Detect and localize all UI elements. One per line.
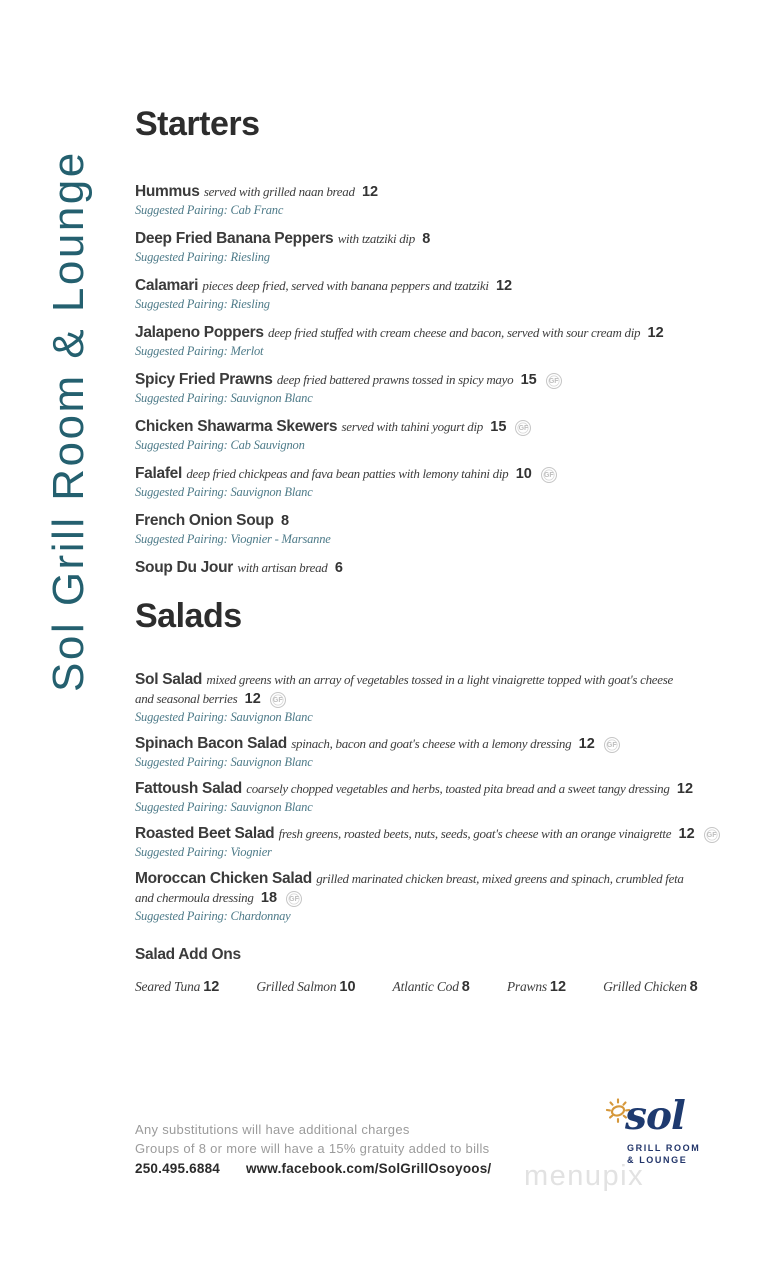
- menu-item-calamari: [135, 276, 717, 313]
- add-on-atlantic-cod: [393, 978, 470, 996]
- gluten-free-badge: GF: [270, 692, 286, 708]
- item-price: 8: [281, 513, 290, 529]
- phone-number: 250.495.6884: [135, 1161, 220, 1176]
- item-price: 15: [490, 419, 507, 435]
- item-pairing: Suggested Pairing: Riesling: [135, 250, 270, 264]
- menu-item-banana-peppers: [135, 229, 717, 266]
- item-name: Hummus: [135, 183, 200, 200]
- item-price: 12: [676, 781, 694, 797]
- item-description: pieces deep fried, served with banana peppers and tzatziki: [202, 278, 489, 293]
- item-price: 15: [520, 372, 537, 388]
- item-price: 12: [647, 325, 664, 341]
- menu-item-spinach-bacon-salad: [135, 734, 717, 771]
- item-price: 18: [260, 890, 278, 906]
- salad-add-ons-row: [135, 978, 717, 996]
- gluten-free-badge: GF: [546, 373, 562, 389]
- menu-item-soup-du-jour: [135, 558, 717, 578]
- gluten-free-badge: GF: [515, 420, 531, 436]
- gluten-free-badge: GF: [541, 467, 557, 483]
- add-on-price: 10: [339, 979, 356, 995]
- item-description-line2: and chermoula dressing: [135, 890, 254, 905]
- item-price: 12: [495, 278, 513, 294]
- logo-wordmark: sol: [625, 1093, 685, 1139]
- add-on-name: Seared Tuna: [135, 979, 201, 994]
- item-description-line2: and seasonal berries: [135, 691, 238, 706]
- add-on-name: Grilled Chicken: [603, 979, 687, 994]
- item-price: 12: [244, 691, 261, 707]
- item-name: Calamari: [135, 277, 199, 294]
- item-description: with tzatziki dip: [337, 231, 415, 246]
- vertical-brand-title: Sol Grill Room & Lounge: [44, 150, 93, 692]
- add-on-price: 12: [203, 979, 220, 995]
- menu-item-fattoush-salad: [135, 779, 717, 816]
- item-name: Deep Fried Banana Peppers: [135, 230, 334, 247]
- item-pairing: Suggested Pairing: Riesling: [135, 297, 270, 311]
- add-on-prawns: [507, 978, 566, 996]
- menu-item-spicy-fried-prawns: [135, 370, 717, 407]
- menupix-watermark: menupix: [524, 1160, 645, 1192]
- menu-item-jalapeno-poppers: [135, 323, 717, 360]
- item-description: grilled marinated chicken breast, mixed greens and spinach, crumbled feta: [316, 871, 684, 886]
- add-on-price: 8: [689, 979, 698, 995]
- starters-section: [135, 182, 717, 578]
- menu-item-moroccan-chicken-salad: [135, 869, 717, 925]
- menu-content: [135, 0, 717, 996]
- item-description: deep fried stuffed with cream cheese and bacon, served with sour cream dip: [268, 325, 641, 340]
- item-name: Sol Salad: [135, 671, 203, 688]
- add-on-name: Prawns: [506, 979, 547, 994]
- item-description: served with grilled naan bread: [203, 184, 355, 199]
- item-description: with artisan bread: [237, 560, 328, 575]
- menu-item-french-onion-soup: [135, 511, 717, 548]
- item-pairing: Suggested Pairing: Sauvignon Blanc: [135, 800, 313, 814]
- item-description: fresh greens, roasted beets, nuts, seeds, goat's cheese with an orange vinaigrette: [278, 826, 672, 841]
- gluten-free-badge: GF: [286, 891, 302, 907]
- gluten-free-badge: GF: [604, 737, 620, 753]
- item-name: Chicken Shawarma Skewers: [135, 418, 338, 435]
- item-pairing: Suggested Pairing: Chardonnay: [135, 909, 291, 923]
- footer-note-substitutions: Any substitutions will have additional charges: [135, 1122, 410, 1137]
- menu-item-hummus: [135, 182, 717, 219]
- item-name: French Onion Soup: [135, 512, 274, 529]
- add-on-seared-tuna: [135, 978, 219, 996]
- add-on-name: Atlantic Cod: [392, 979, 459, 994]
- section-title-salads: Salads: [135, 597, 242, 635]
- item-name: Spicy Fried Prawns: [135, 371, 273, 388]
- item-price: 12: [361, 184, 379, 200]
- item-name: Roasted Beet Salad: [135, 825, 275, 842]
- item-pairing: Suggested Pairing: Sauvignon Blanc: [135, 710, 313, 724]
- item-price: 12: [678, 826, 695, 842]
- section-title-starters: Starters: [135, 105, 260, 143]
- item-price: 12: [578, 736, 595, 752]
- item-name: Soup Du Jour: [135, 559, 234, 576]
- item-pairing: Suggested Pairing: Sauvignon Blanc: [135, 391, 313, 405]
- add-on-price: 12: [549, 979, 567, 995]
- item-price: 8: [422, 231, 431, 247]
- item-name: Falafel: [135, 465, 183, 482]
- item-pairing: Suggested Pairing: Cab Franc: [135, 203, 284, 217]
- add-on-grilled-salmon: [256, 978, 355, 996]
- item-description: deep fried chickpeas and fava bean patties with lemony tahini dip: [186, 466, 509, 481]
- item-pairing: Suggested Pairing: Cab Sauvignon: [135, 438, 305, 452]
- footer-note-gratuity: Groups of 8 or more will have a 15% gratuity added to bills: [135, 1141, 490, 1156]
- menu-item-roasted-beet-salad: [135, 824, 717, 861]
- item-price: 10: [515, 466, 532, 482]
- item-description: coarsely chopped vegetables and herbs, toasted pita bread and a sweet tangy dressing: [246, 781, 670, 796]
- menu-item-sol-salad: [135, 670, 717, 726]
- gluten-free-badge: GF: [704, 827, 720, 843]
- add-on-price: 8: [461, 979, 470, 995]
- item-description: spinach, bacon and goat's cheese with a lemony dressing: [291, 736, 572, 751]
- add-on-grilled-chicken: [603, 978, 698, 996]
- item-pairing: Suggested Pairing: Sauvignon Blanc: [135, 755, 313, 769]
- item-price: 6: [334, 560, 343, 576]
- item-name: Spinach Bacon Salad: [135, 735, 287, 752]
- menu-item-falafel: [135, 464, 717, 501]
- item-pairing: Suggested Pairing: Merlot: [135, 344, 264, 358]
- item-pairing: Suggested Pairing: Viognier: [135, 845, 272, 859]
- item-name: Fattoush Salad: [135, 780, 242, 797]
- item-description: deep fried battered prawns tossed in spicy mayo: [276, 372, 514, 387]
- item-pairing: Suggested Pairing: Viognier - Marsanne: [135, 532, 331, 546]
- menu-item-chicken-shawarma-skewers: [135, 417, 717, 454]
- item-description: mixed greens with an array of vegetables tossed in a light vinaigrette topped with goat's cheese: [206, 672, 673, 687]
- add-on-name: Grilled Salmon: [256, 979, 337, 994]
- logo-subtitle-line2: & LOUNGE: [627, 1154, 688, 1165]
- facebook-url: www.facebook.com/SolGrillOsoyoos/: [245, 1161, 492, 1176]
- item-pairing: Suggested Pairing: Sauvignon Blanc: [135, 485, 313, 499]
- salad-add-ons-title: Salad Add Ons: [135, 946, 241, 963]
- item-name: Jalapeno Poppers: [135, 324, 264, 341]
- logo-subtitle-line1: GRILL ROOM: [627, 1143, 701, 1153]
- footer: [135, 1120, 491, 1176]
- salads-section: [135, 670, 717, 996]
- footer-contact-line: [135, 1161, 491, 1176]
- item-name: Moroccan Chicken Salad: [135, 870, 312, 887]
- item-description: served with tahini yogurt dip: [341, 419, 483, 434]
